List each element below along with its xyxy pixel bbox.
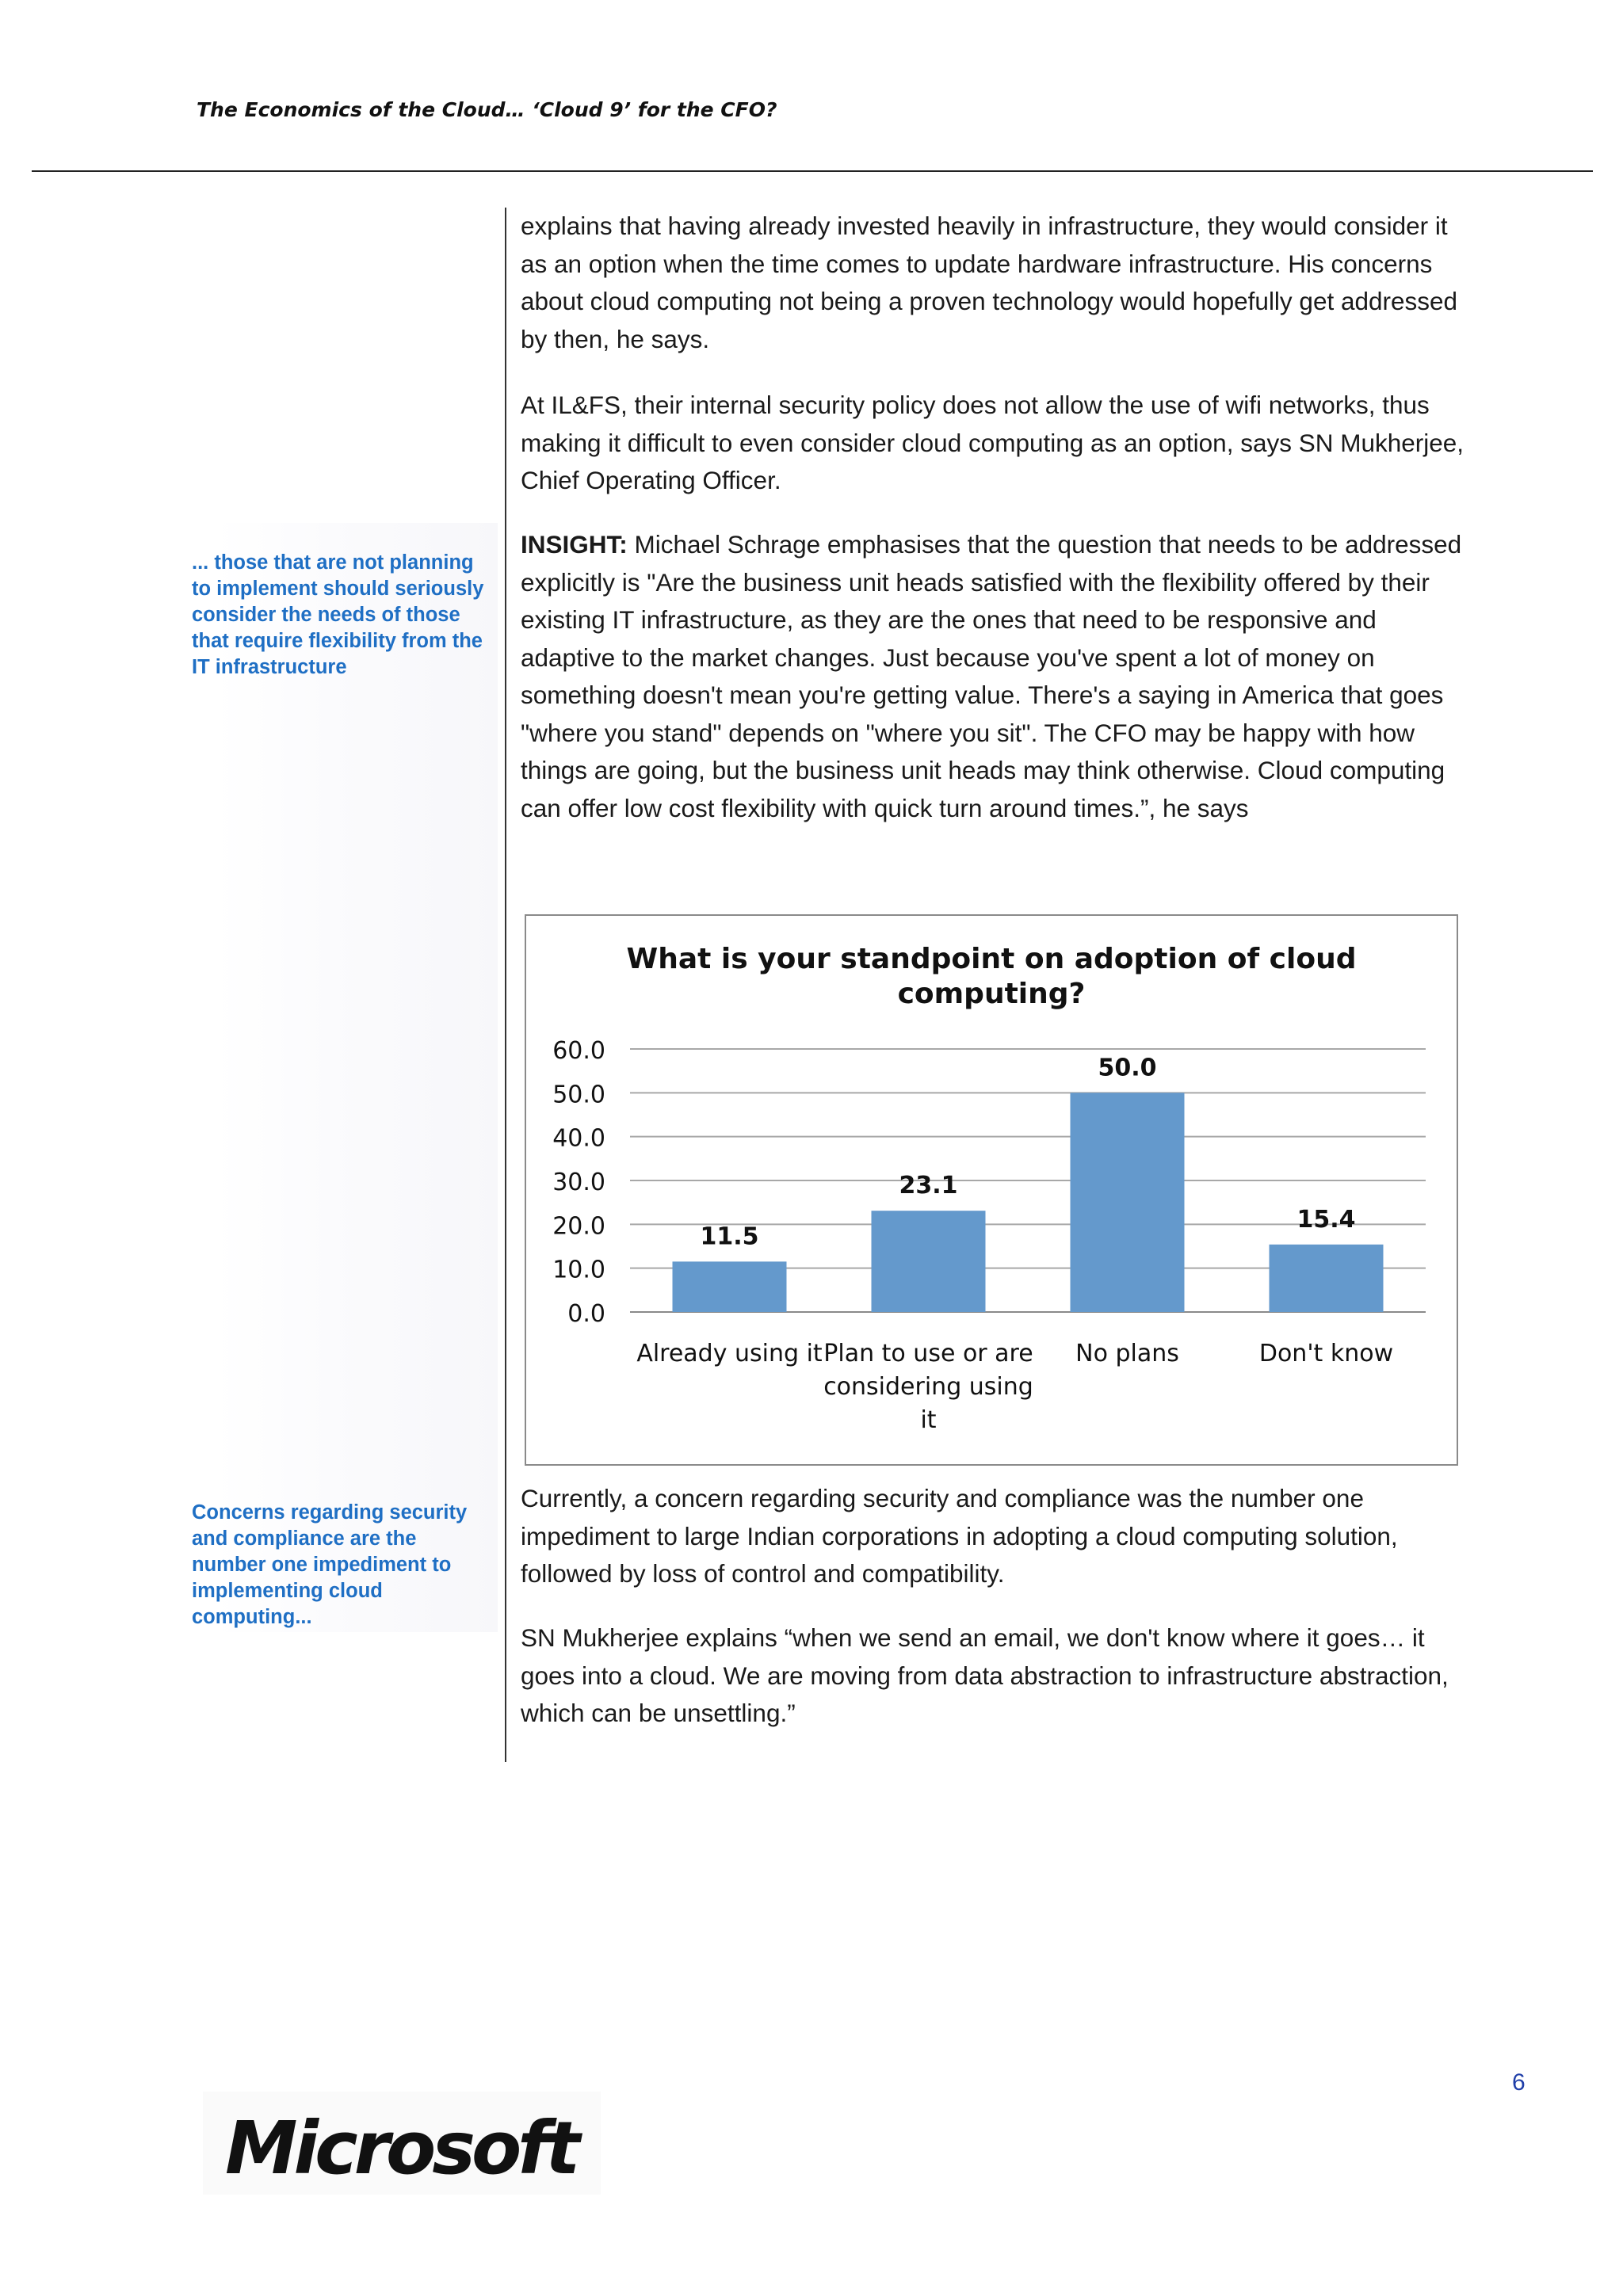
x-tick-label: it [920,1406,937,1434]
y-tick-label: 60.0 [552,1037,605,1065]
bar [1270,1245,1384,1312]
y-tick-label: 50.0 [552,1081,605,1109]
data-label: 23.1 [899,1172,958,1200]
x-tick-label: Already using it [636,1340,823,1367]
insight-label: INSIGHT: [521,530,628,559]
main-paragraph-2: At IL&FS, their internal security policy does not allow the use of wifi networks, thus making it difficult to even consider cloud computing as an option, says SN Mukherjee, Chief Operating Officer. [521,391,1465,494]
header-title: The Economics of the Cloud… ‘Cloud 9’ for the CFO? [197,98,777,121]
data-label: 50.0 [1098,1054,1157,1082]
x-tick-label: Don't know [1258,1340,1394,1367]
pull-quote-2: Concerns regarding security and compliance are the number one impediment to implementing cloud computing... [192,1501,468,1628]
sidebar-background [216,523,498,1632]
y-tick-label: 40.0 [552,1124,605,1153]
main-paragraph-5: SN Mukherjee explains “when we send an email, we don't know where it goes… it goes into a cloud. We are moving from data abstraction to infrastructure abstraction, which can be unsettling.” [521,1623,1449,1727]
y-tick-label: 0.0 [567,1300,605,1328]
x-tick-label: Plan to use or are [823,1340,1033,1367]
main-paragraph-4: Currently, a concern regarding security and compliance was the number one impediment to large Indian corporations in adopting a cloud computing solution, followed by loss of control and compatibility. [521,1484,1398,1588]
bar [673,1261,787,1312]
chart-title-line-2: computing? [897,978,1086,1010]
main-paragraph-insight [521,526,1472,827]
chart-title-line-1: What is your standpoint on adoption of cloud [626,943,1357,975]
data-label: 15.4 [1296,1205,1356,1234]
bar [872,1211,986,1312]
pull-quote-1: ... those that are not planning to implement should seriously consider the needs of those that require flexibility from the IT infrastructure [192,551,484,678]
header-divider [32,170,1593,172]
y-tick-label: 20.0 [552,1212,605,1241]
x-tick-label: No plans [1075,1340,1179,1367]
insight-text: Michael Schrage emphasises that the question that needs to be addressed explicitly is "Are the business unit heads satisfied with the flexibility offered by their existing IT infrastructure, as they are the ones that need to be responsive and adaptive to the market changes. Just because you've spent a lot of money on something doesn't mean you're getting value. There's a saying in America that goes "where you stand" depends on "where you sit". The CFO may be happy with how things are going, but the business unit heads may think otherwise. Cloud computing can offer low cost flexibility with quick turn around times.”, he says [521,530,1462,822]
column-divider [505,208,506,1762]
main-paragraph-1: explains that having already invested heavily in infrastructure, they would consider it as an option when the time comes to update hardware infrastructure. His concerns about cloud computing not being a proven technology would hopefully get addressed by then, he says. [521,212,1458,353]
chart-container [525,914,1458,1466]
page-number: 6 [1512,2069,1526,2096]
logo-wordmark: Microsoft [225,2106,577,2191]
y-tick-label: 30.0 [552,1169,605,1196]
y-tick-label: 10.0 [552,1256,605,1284]
x-tick-label: considering using [823,1373,1033,1401]
bar [1071,1093,1185,1312]
bar-chart [526,916,1457,1464]
data-label: 11.5 [700,1222,759,1251]
microsoft-logo [203,2092,601,2195]
